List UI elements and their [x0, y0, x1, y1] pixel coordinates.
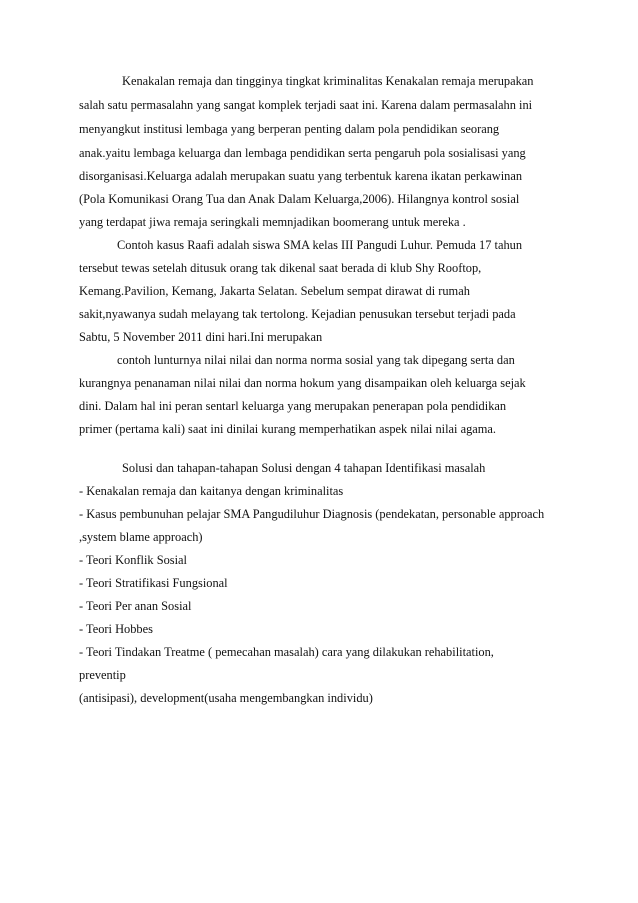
- list-item: - Teori Tindakan Treatme ( pemecahan masalah) cara yang dilakukan rehabilitation,: [79, 645, 494, 659]
- text-line: anak.yaitu lembaga keluarga dan lembaga pendidikan serta pengaruh pola sosialisasi yang: [79, 146, 526, 160]
- text-line: sakit,nyawanya sudah melayang tak tertolong. Kejadian penusukan tersebut terjadi pada: [79, 307, 516, 321]
- text-line: kurangnya penanaman nilai nilai dan norma hokum yang disampaikan oleh keluarga sejak: [79, 376, 526, 390]
- list-item: - Teori Konflik Sosial: [79, 553, 187, 567]
- text-line: contoh lunturnya nilai nilai dan norma norma sosial yang tak dipegang serta dan: [117, 353, 515, 367]
- text-line: Kemang.Pavilion, Kemang, Jakarta Selatan. Sebelum sempat dirawat di rumah: [79, 284, 470, 298]
- text-line: tersebut tewas setelah ditusuk orang tak dikenal saat berada di klub Shy Rooftop,: [79, 261, 482, 275]
- text-line: Contoh kasus Raafi adalah siswa SMA kelas III Pangudi Luhur. Pemuda 17 tahun: [117, 238, 523, 252]
- text-line: (Pola Komunikasi Orang Tua dan Anak Dalam Keluarga,2006). Hilangnya kontrol sosial: [79, 192, 520, 206]
- text-line: preventip: [79, 668, 126, 682]
- list-item: - Teori Per anan Sosial: [79, 599, 192, 613]
- list-item: - Teori Stratifikasi Fungsional: [79, 576, 228, 590]
- list-item: - Kasus pembunuhan pelajar SMA Pangudiluhur Diagnosis (pendekatan, personable approach: [79, 507, 545, 521]
- text-line: salah satu permasalahn yang sangat komplek terjadi saat ini. Karena dalam permasalahn ini: [79, 98, 533, 112]
- text-line: primer (pertama kali) saat ini dinilai kurang memperhatikan aspek nilai nilai agama.: [79, 422, 496, 436]
- list-item: - Teori Hobbes: [79, 622, 153, 636]
- text-line: (antisipasi), development(usaha mengembangkan individu): [79, 691, 373, 705]
- text-line: Sabtu, 5 November 2011 dini hari.Ini merupakan: [79, 330, 323, 344]
- text-line: ,system blame approach): [79, 530, 203, 544]
- text-line: yang terdapat jiwa remaja seringkali memnjadikan boomerang untuk mereka .: [79, 215, 466, 229]
- text-line: dini. Dalam hal ini peran sentarl keluarga yang merupakan penerapan pola pendidikan: [79, 399, 507, 413]
- text-line: Solusi dan tahapan-tahapan Solusi dengan 4 tahapan Identifikasi masalah: [122, 461, 486, 475]
- text-line: menyangkut institusi lembaga yang berperan penting dalam pola pendidikan seorang: [79, 122, 500, 136]
- text-line: disorganisasi.Keluarga adalah merupakan suatu yang terbentuk karena ikatan perkawinan: [79, 169, 523, 183]
- text-line: Kenakalan remaja dan tingginya tingkat kriminalitas Kenakalan remaja merupakan: [122, 74, 534, 88]
- list-item: - Kenakalan remaja dan kaitanya dengan kriminalitas: [79, 484, 344, 498]
